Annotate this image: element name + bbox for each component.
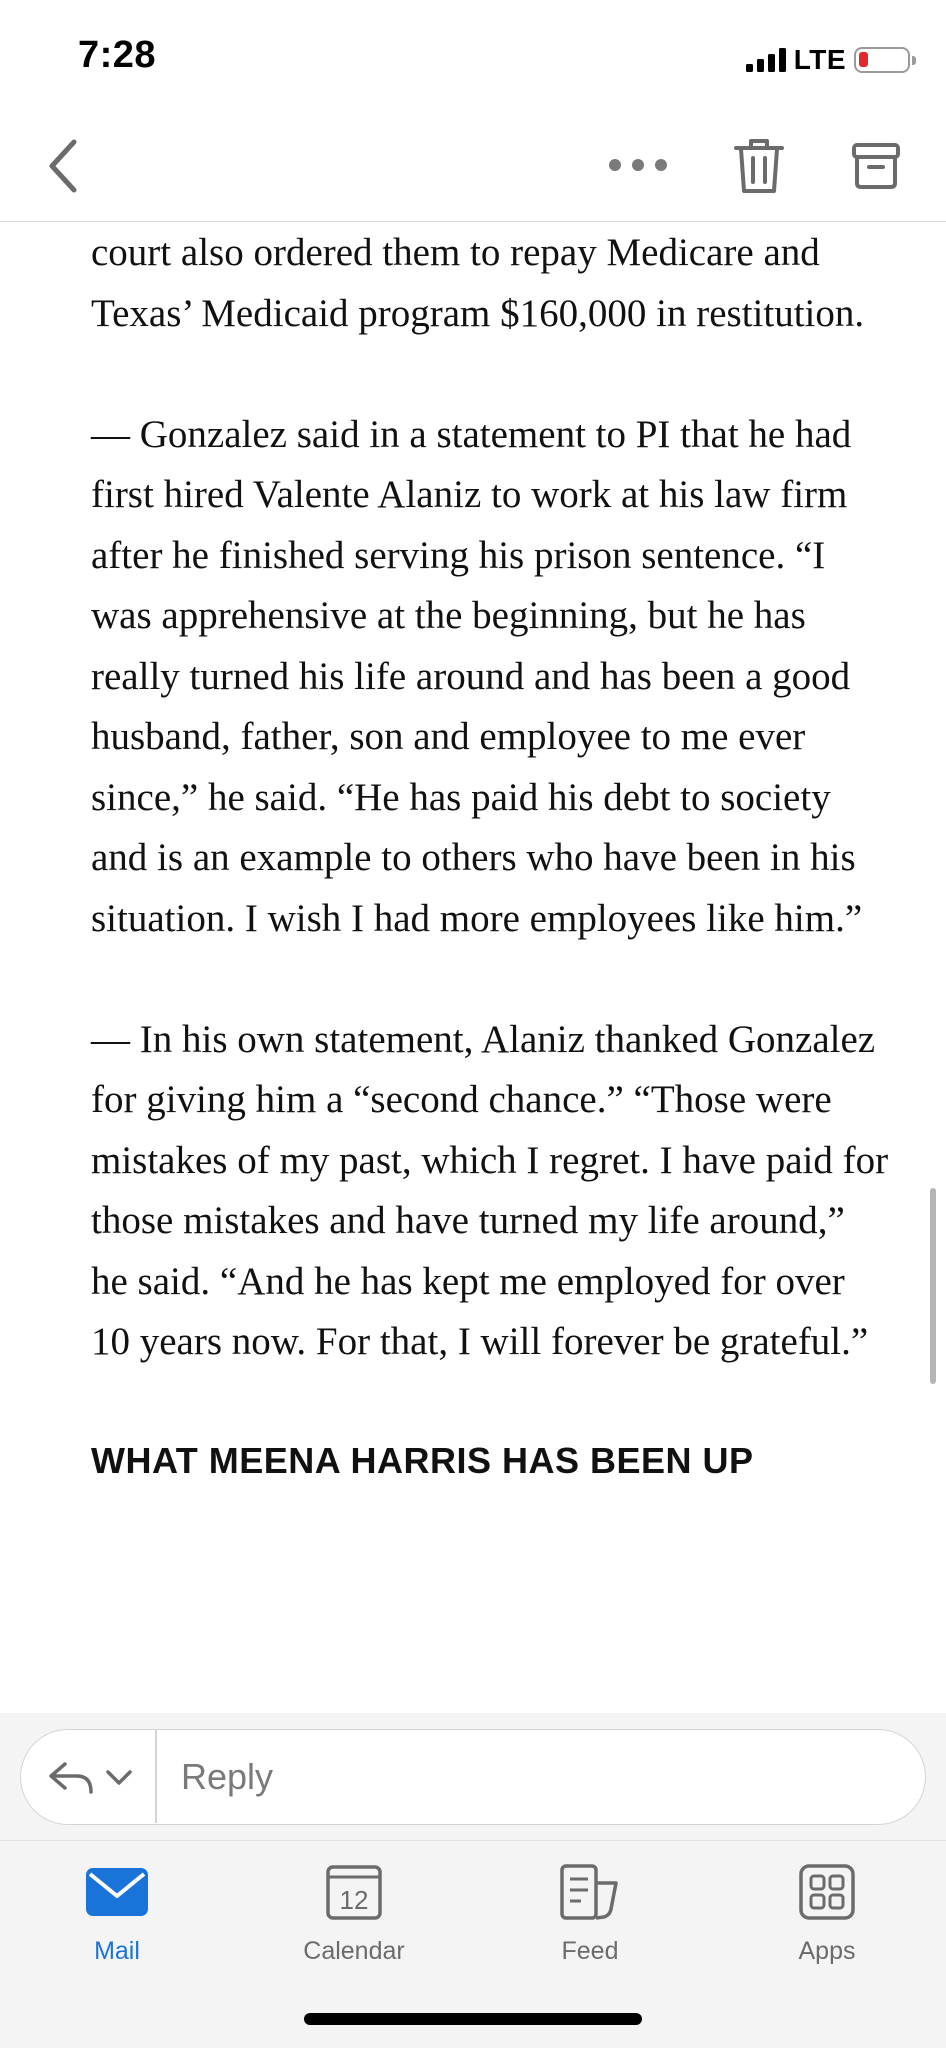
reply-input[interactable] bbox=[181, 1754, 781, 1800]
status-time: 7:28 bbox=[78, 34, 157, 76]
status-bar bbox=[0, 0, 946, 110]
section-heading: WHAT MEENA HARRIS HAS BEEN UP bbox=[91, 1440, 754, 1481]
calendar-day: 12 bbox=[339, 1885, 369, 1915]
chevron-left-icon bbox=[44, 138, 84, 194]
archive-icon bbox=[851, 141, 901, 191]
reply-bar bbox=[0, 1713, 946, 1840]
calendar-icon bbox=[325, 1863, 383, 1921]
article-paragraph: — Gonzalez said in a statement to PI that he had first hired Valente Alaniz to work at his law firm after he finished serving his prison sentence. “I was apprehensive at the beginning, but he has really turned his life around and has been a good husband, father, son and employee to me ever since,” he said. “He has paid his debt to society and is an example to others who have been in his situation. I wish I had more employees like him.” bbox=[91, 412, 863, 940]
tab-calendar[interactable] bbox=[264, 1861, 444, 1981]
article-paragraph: court also ordered them to repay Medicare and Texas’ Medicaid program $160,000 in restitution. bbox=[91, 231, 865, 335]
tab-label: Feed bbox=[561, 1937, 619, 1965]
nav-bar bbox=[0, 110, 946, 222]
chevron-down-icon bbox=[105, 1769, 133, 1787]
tab-label: Mail bbox=[94, 1937, 140, 1965]
signal-icon bbox=[746, 48, 786, 72]
more-button[interactable] bbox=[600, 140, 676, 190]
archive-button[interactable] bbox=[846, 136, 906, 196]
scrollbar[interactable] bbox=[930, 1188, 936, 1384]
network-type: LTE bbox=[793, 44, 846, 75]
article-paragraph: — In his own statement, Alaniz thanked Gonzalez for giving him a “second chance.” “Those were mistakes of my past, which I regret. I have paid for those mistakes and have turned my life around,” he said. “And he has kept me employed for over 10 years now. For that, I will forever be grateful.” bbox=[91, 1017, 889, 1363]
tab-feed[interactable] bbox=[500, 1861, 680, 1981]
reply-container bbox=[20, 1729, 926, 1825]
battery-icon bbox=[854, 47, 910, 73]
tab-mail[interactable] bbox=[27, 1861, 207, 1981]
back-button[interactable] bbox=[36, 134, 92, 198]
delete-button[interactable] bbox=[728, 132, 790, 200]
trash-icon bbox=[733, 136, 785, 196]
email-body[interactable] bbox=[0, 223, 946, 1713]
tab-label: Calendar bbox=[303, 1937, 405, 1965]
article-content bbox=[91, 223, 891, 1492]
home-indicator[interactable] bbox=[304, 2013, 642, 2025]
ellipsis-icon bbox=[608, 158, 668, 172]
feed-icon bbox=[559, 1863, 621, 1921]
status-indicators bbox=[746, 42, 910, 78]
reply-options-button[interactable] bbox=[45, 1752, 145, 1804]
tab-apps[interactable] bbox=[737, 1861, 917, 1981]
mail-icon bbox=[86, 1868, 148, 1916]
tab-label: Apps bbox=[798, 1937, 856, 1965]
apps-icon bbox=[798, 1863, 856, 1921]
reply-arrow-icon bbox=[45, 1758, 97, 1798]
reply-divider bbox=[155, 1730, 157, 1823]
